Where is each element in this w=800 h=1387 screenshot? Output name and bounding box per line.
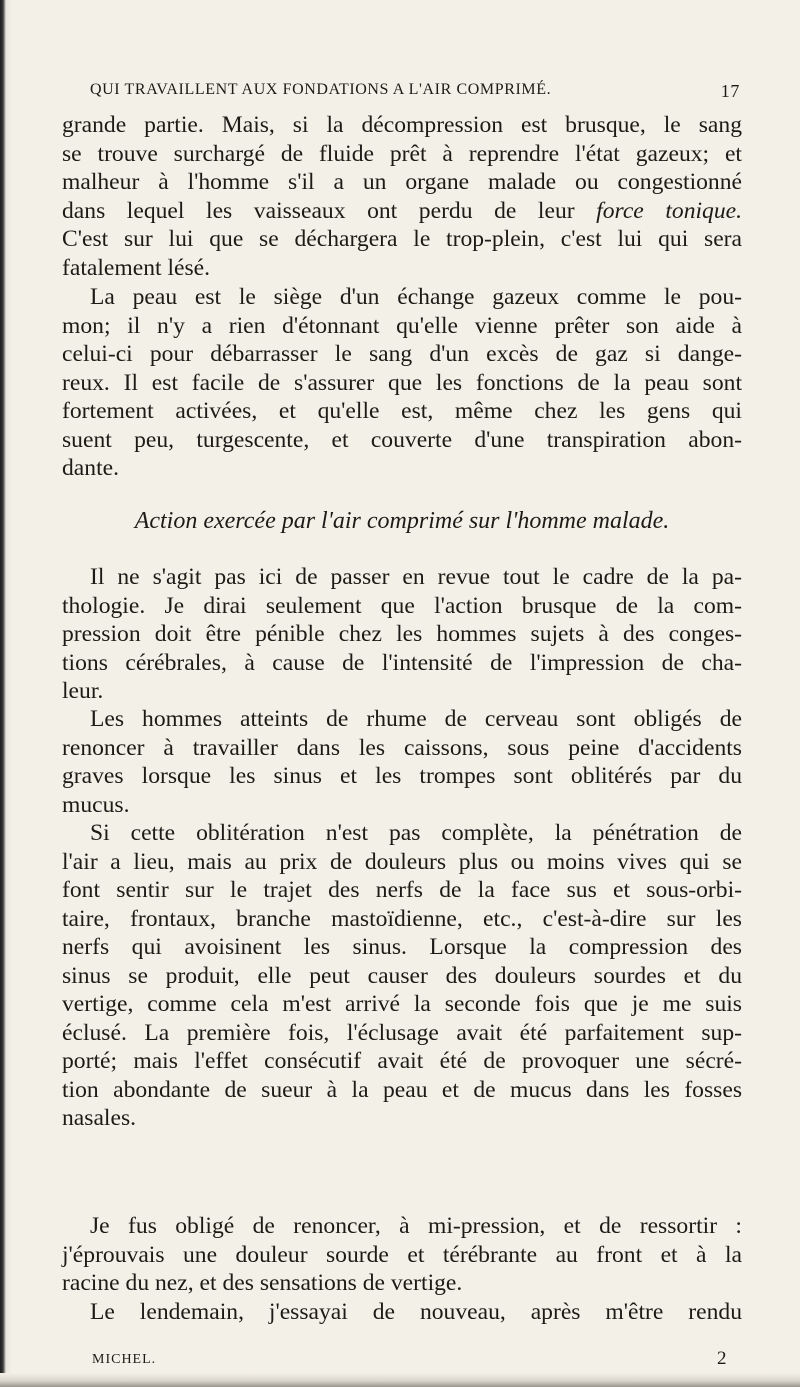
text-line: taire, frontaux, branche mastoïdienne, etc., c'est-à-dire sur les [62, 905, 742, 932]
text-line: éclusé. La première fois, l'éclusage avait été parfaitement sup- [62, 1019, 742, 1046]
text-line: Les hommes atteints de rhume de cerveau sont obligés de [90, 706, 742, 732]
text-line: grande partie. Mais, si la décompression est brusque, le sang [62, 112, 742, 138]
running-title: QUI TRAVAILLENT AUX FONDATIONS A L'AIR COMPRIMÉ. [90, 81, 552, 98]
text-line: renoncer à travailler dans les caissons, sous peine d'accidents [62, 734, 742, 761]
text-line: j'éprouvais une douleur sourde et térébrante au front et à la [62, 1241, 742, 1268]
text-line: tions cérébrales, à cause de l'intensité de l'impression de cha- [62, 649, 742, 676]
text-line: Si cette oblitération n'est pas complète, la pénétration de [90, 820, 742, 846]
text-line: pression doit être pénible chez les hommes sujets à des conges- [62, 621, 742, 647]
text-line: reux. Il est facile de s'assurer que les fonctions de la peau sont [62, 369, 742, 396]
text-line: dante. [62, 455, 119, 481]
page-header [90, 81, 740, 105]
text-line: se trouve surchargé de fluide prêt à reprendre l'état gazeux; et [62, 140, 742, 167]
text-line [62, 197, 742, 226]
paragraph-2 [62, 283, 742, 483]
paragraph-1 [62, 111, 742, 282]
text-segment: dans lequel les vaisseaux ont perdu de leur [62, 197, 575, 224]
text-line: C'est sur lui que se déchargera le trop-plein, c'est lui qui sera [62, 226, 742, 252]
paragraph-3 [62, 563, 742, 706]
page-number: 17 [720, 81, 740, 101]
book-gutter-shadow [0, 0, 12, 1387]
text-line: suent peu, turgescente, et couverte d'une transpiration abon- [62, 426, 742, 453]
text-line: tion abondante de sueur à la peau et de mucus dans les fosses [62, 1076, 742, 1103]
text-line: porté; mais l'effet consécutif avait été de provoquer une sécré- [62, 1048, 742, 1074]
text-line: mucus. [62, 791, 130, 818]
section-heading: Action exercée par l'air comprimé sur l'homme malade. [134, 508, 670, 534]
text-line: fortement activées, et qu'elle est, même chez les gens qui [62, 398, 742, 424]
text-line: nasales. [62, 1105, 137, 1131]
text-line: malheur à l'homme s'il a un organe malade ou congestionné [62, 169, 742, 195]
text-line: mon; il n'y a rien d'étonnant qu'elle vienne prêter son aide à [62, 312, 742, 339]
paragraph-6 [62, 1212, 742, 1298]
text-line: l'air a lieu, mais au prix de douleurs plus ou moins vives qui se [62, 848, 742, 875]
text-line: graves lorsque les sinus et les trompes sont oblitérés par du [62, 763, 742, 789]
text-line: fatalement lésé. [62, 254, 211, 281]
text-line: font sentir sur le trajet des nerfs de la face sus et sous-orbi- [62, 877, 742, 903]
signature-mark: MICHEL. [92, 1352, 157, 1367]
text-line: leur. [62, 678, 104, 704]
text-line: Il ne s'agit pas ici de passer en revue tout le cadre de la pa- [90, 564, 742, 590]
paragraph-4 [62, 705, 742, 819]
text-line: sinus se produit, elle peut causer des douleurs sourdes et du [62, 962, 742, 989]
text-line: Je fus obligé de renoncer, à mi-pression, et de ressortir : [90, 1213, 742, 1239]
text-line: celui-ci pour débarrasser le sang d'un excès de gaz si dange- [62, 341, 742, 367]
page-bottom-edge [0, 1373, 800, 1387]
text-line: Le lendemain, j'essayai de nouveau, après m'être rendu [90, 1299, 742, 1325]
text-line: racine du nez, et des sensations de vertige. [62, 1270, 463, 1296]
paragraph-7 [62, 1298, 742, 1327]
text-line: nerfs qui avoisinent les sinus. Lorsque la compression des [62, 934, 742, 960]
text-line: thologie. Je dirai seulement que l'action brusque de la com- [62, 592, 742, 619]
signature-number: 2 [717, 1348, 727, 1369]
text-line: vertige, comme cela m'est arrivé la seconde fois que je me suis [62, 991, 742, 1017]
paragraph-5 [62, 819, 742, 1133]
text-line: La peau est le siège d'un échange gazeux comme le pou- [90, 284, 742, 310]
emphasis-text: force tonique. [596, 197, 743, 224]
